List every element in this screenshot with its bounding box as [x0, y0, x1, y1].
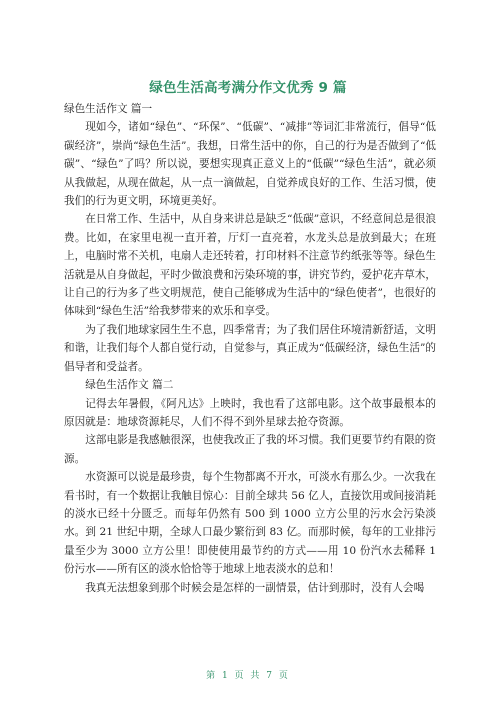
paragraph-4: 记得去年暑假，《阿凡达》上映时，我也看了这部电影。这个故事最根本的原因就是：地球资源耗尽，人们不得不到外星球去抢夺资源。	[64, 397, 436, 428]
paragraph-7: 我真无法想象到那个时候会是怎样的一副情景，估计到那时，没有人会喝	[85, 581, 425, 594]
paragraph-1: 现如今，诸如“绿色”、“环保”、“低碳”、“减排”等词汇非常流行，倡导“低碳经济”，崇尚“绿色生活”。我想，日常生活中的你，自己的行为是否做到了“低碳”、“绿色”了吗？所以说，要想实现真正意义上的“低碳”“绿色生活”，就必须从我做起，从现在做起，从一点一滴做起，自觉养成良好的工作、生活习惯，使我们的行为更文明，环境更美好。	[64, 121, 436, 208]
paragraph-3: 为了我们地球家园生生不息，四季常青；为了我们居住环境清新舒适，文明和谐，让我们每个人都自觉行动，自觉参与，真正成为“低碳经济，绿色生活”的倡导者和受益者。	[64, 323, 436, 373]
paragraph-2: 在日常工作、生活中，从自身来讲总是缺乏“低碳”意识，不经意间总是很浪费。比如，在家里电视一直开着，厅灯一直亮着，水龙头总是放到最大；在班上，电脑时常不关机，电扇人走还转着，打印材料不注意节约纸张等等。绿色生活就是从自身做起，平时少做浪费和污染环境的事，讲究节约，爱护花卉草木，让自己的行为多了些文明规范，使自己能够成为生活中的“绿色使者”，也很好的体味到“绿色生活”给我梦带来的欢乐和享受。	[64, 213, 436, 318]
section-heading-2: 绿色生活作文 篇二	[85, 379, 174, 392]
paragraph-6: 水资源可以说是最珍贵，每个生物都离不开水，可淡水有那么少。一次我在看书时，有一个数据让我触目惊心：目前全球共 56 亿人，直接饮用或间接消耗的淡水已经十分匮乏。而每年仍然有 500 到 1000 立方公里的污水会污染淡水。到 21 世纪中期，全球人口最少繁衍到 83 亿。而那时候，每年的工业排污量至少为 3000 立方公里！即使使用最节约的方式——用 10 份汽水去稀释 1 份污水——所有区的淡水恰恰等于地球上地表淡水的总和！	[64, 471, 436, 576]
document-title: 绿色生活高考满分作文优秀 9 篇	[149, 80, 347, 96]
paragraph-5: 这部电影是我感触很深，也使我改正了我的坏习惯。我们更要节约有限的资源。	[64, 434, 436, 465]
page-number-footer: 第 1 页 共 7 页	[206, 671, 290, 681]
section-heading-1: 绿色生活作文 篇一	[64, 103, 153, 115]
document-body	[64, 100, 436, 597]
